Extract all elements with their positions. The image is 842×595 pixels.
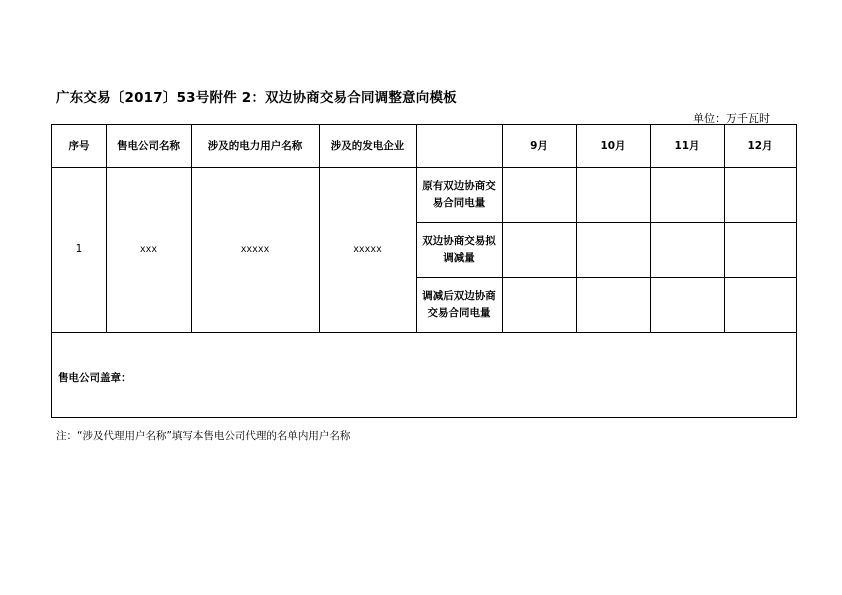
header-generator: 涉及的发电企业 bbox=[330, 139, 405, 152]
header-type bbox=[416, 125, 502, 167]
header-company: 售电公司名称 bbox=[117, 139, 180, 152]
stamp-label: 售电公司盖章： bbox=[58, 372, 132, 384]
unit-label: 单位：万千瓦时 bbox=[693, 112, 770, 125]
grid-line bbox=[52, 332, 796, 333]
row-company: xxx bbox=[139, 244, 158, 255]
row-users: xxxxx bbox=[240, 244, 270, 255]
adjustment-table bbox=[51, 124, 797, 418]
footnote: 注：“涉及代理用户名称”填写本售电公司代理的名单内用户名称 bbox=[56, 430, 351, 442]
header-nov: 11月 bbox=[674, 139, 700, 152]
row-seq: 1 bbox=[75, 243, 83, 255]
type-original-volume: 原有双边协商交易合同电量 bbox=[422, 179, 496, 209]
header-seq: 序号 bbox=[68, 139, 90, 152]
header-users: 涉及的电力用户名称 bbox=[207, 139, 303, 152]
row-generator: xxxxx bbox=[353, 244, 382, 255]
page-title: 广东交易〔2017〕53号附件 2：双边协商交易合同调整意向模板 bbox=[56, 90, 457, 106]
header-dec: 12月 bbox=[747, 139, 773, 152]
type-adjusted-volume: 调减后双边协商交易合同电量 bbox=[422, 289, 496, 319]
type-planned-reduction: 双边协商交易拟调减量 bbox=[422, 234, 496, 264]
header-sep: 9月 bbox=[530, 139, 548, 152]
header-oct: 10月 bbox=[600, 139, 626, 152]
